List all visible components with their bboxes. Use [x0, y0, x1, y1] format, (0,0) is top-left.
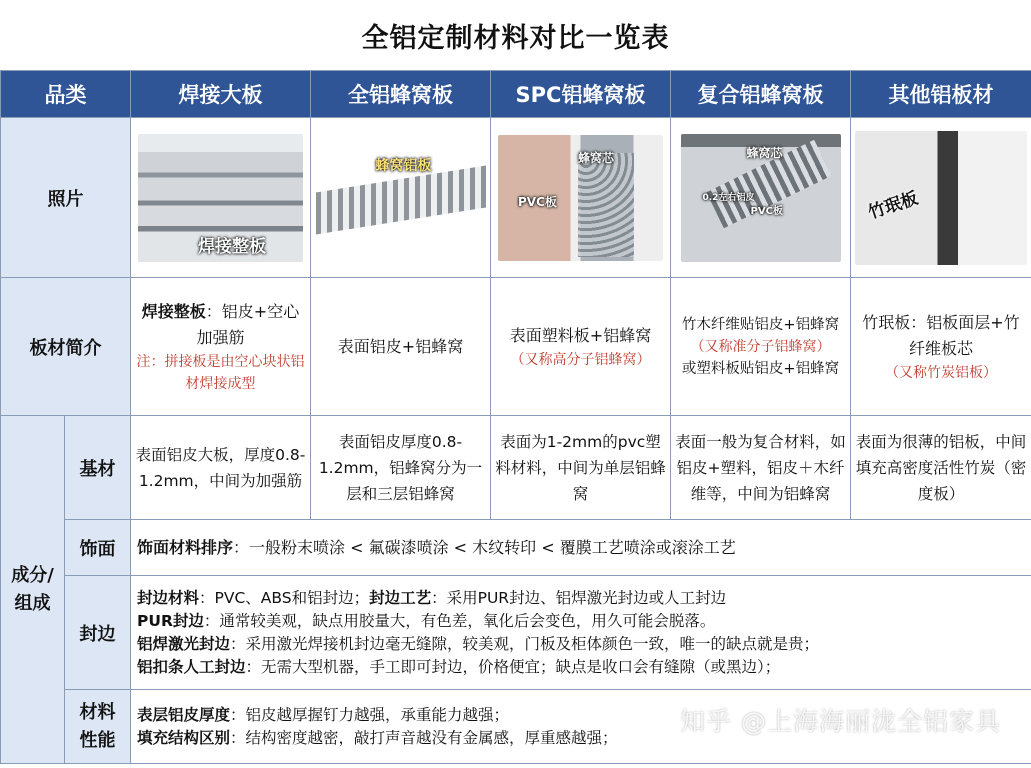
photo-tag: 0.2左右铝皮 [702, 192, 755, 203]
intro-spc-honeycomb [491, 278, 671, 416]
photo-tag: PVC板 [750, 205, 783, 217]
photo-tag: 焊接整板 [198, 236, 266, 257]
intro-welded-panel [131, 278, 311, 416]
page-title: 全铝定制材料对比一览表 [361, 22, 670, 54]
row-label-finish: 饰面 [65, 520, 131, 576]
photo-tag: PVC板 [518, 194, 557, 209]
finish-bold-term: 饰面材料排序 [137, 538, 234, 557]
photo-cell [131, 118, 311, 278]
performance-text: ：铝皮越厚握钉力越强，承重能力越强； [230, 705, 510, 724]
base-row [1, 416, 1031, 520]
honeycomb-panel-photo [316, 133, 486, 263]
finish-cell [131, 520, 1031, 576]
welded-panel-photo [138, 134, 303, 262]
composite-honeycomb-photo [681, 134, 841, 262]
photo-cell [311, 118, 491, 278]
photo-cell [671, 118, 851, 278]
header-welded-panel: 焊接大板 [131, 71, 311, 118]
performance-label-line: 材料 [79, 701, 116, 723]
base-spc-honeycomb: 表面为1-2mm的pvc塑料材料，中间为单层铝蜂窝 [491, 416, 671, 520]
photo-tag: 蜂窝铝板 [375, 157, 432, 174]
intro-text: 竹珉板：铝板面层+竹纤维板芯 [862, 312, 1020, 358]
base-other-aluminum: 表面为很薄的铝板，中间填充高密度活性竹炭（密度板） [851, 416, 1031, 520]
intro-note: （又称准分子铝蜂窝） [690, 338, 831, 355]
intro-composite-honeycomb [671, 278, 851, 416]
performance-text: ：结构密度越密，敲打声音越没有金属感，厚重感越强； [230, 728, 618, 747]
row-label-base: 基材 [65, 416, 131, 520]
finish-text: ：一般粉末喷涂 < 氟碳漆喷涂 < 木纹转印 < 覆膜工艺喷涂或滚涂工艺 [233, 538, 736, 557]
row-label-performance [65, 690, 131, 764]
photo-cell [851, 118, 1031, 278]
row-group-label-composition [1, 416, 65, 764]
edge-text: ：采用激光焊接机封边毫无缝隙，较美观，门板及柜体颜色一致，唯一的缺点就是贵； [230, 634, 820, 653]
intro-aluminum-honeycomb: 表面铝皮+铝蜂窝 [311, 278, 491, 416]
intro-text: 或塑料板贴铝皮+铝蜂窝 [681, 360, 840, 377]
header-aluminum-honeycomb: 全铝蜂窝板 [311, 71, 491, 118]
header-composite-honeycomb: 复合铝蜂窝板 [671, 71, 851, 118]
intro-note: （又称竹炭铝板） [885, 364, 997, 381]
edge-text: ：无需大型机器，手工即可封边，价格便宜；缺点是收口会有缝隙（或黑边）； [245, 657, 781, 676]
photo-tag: 蜂窝芯 [578, 150, 615, 165]
edge-text: ：PVC、ABS和铝封边； [199, 588, 370, 607]
row-label-photo: 照片 [1, 118, 131, 278]
intro-text: ：铝皮+空心加强筋 [196, 301, 300, 347]
spc-honeycomb-photo [498, 135, 663, 261]
watermark: 知乎 @上海海丽泷全铝家具 [680, 707, 1001, 736]
finish-row [1, 520, 1031, 576]
photo-tag: 蜂窝芯 [746, 145, 783, 160]
intro-note: 注：拼接板是由空心块状铝材焊接成型 [136, 353, 305, 392]
header-spc-honeycomb: SPC铝蜂窝板 [491, 71, 671, 118]
bamboo-panel-photo [855, 131, 1027, 265]
intro-note: （又称高分子铝蜂窝） [510, 351, 651, 368]
intro-row [1, 278, 1031, 416]
base-composite-honeycomb: 表面一般为复合材料，如铝皮+塑料，铝皮＋木纤维等，中间为铝蜂窝 [671, 416, 851, 520]
edge-cell [131, 576, 1031, 690]
edge-bold-term: 封边材料 [137, 588, 200, 607]
base-aluminum-honeycomb: 表面铝皮厚度0.8-1.2mm，铝蜂窝分为一层和三层铝蜂窝 [311, 416, 491, 520]
intro-other-aluminum [851, 278, 1031, 416]
edge-bold-term: 封边工艺 [369, 588, 432, 607]
performance-bold-term: 填充结构区别 [137, 728, 231, 747]
header-row [1, 71, 1031, 118]
row-label-edge: 封边 [65, 576, 131, 690]
intro-bold-term: 焊接整板 [141, 301, 206, 321]
group-label-text: 成分/组成 [11, 564, 54, 614]
row-label-intro: 板材简介 [1, 278, 131, 416]
edge-bold-term: 铝焊激光封边 [137, 634, 231, 653]
photo-row [1, 118, 1031, 278]
edge-bold-term: PUR封边 [137, 611, 204, 630]
edge-bold-term: 铝扣条人工封边 [137, 657, 246, 676]
photo-tag: 竹珉板 [865, 187, 921, 223]
header-other-aluminum: 其他铝板材 [851, 71, 1031, 118]
edge-row [1, 576, 1031, 690]
edge-text: ：采用PUR封边、铝焊激光封边或人工封边 [431, 588, 727, 607]
performance-bold-term: 表层铝皮厚度 [137, 705, 231, 724]
comparison-table [0, 70, 1031, 764]
base-welded-panel: 表面铝皮大板，厚度0.8-1.2mm，中间为加强筋 [131, 416, 311, 520]
intro-text: 表面塑料板+铝蜂窝 [509, 325, 652, 345]
header-category: 品类 [1, 71, 131, 118]
intro-text: 竹木纤维贴铝皮+铝蜂窝 [681, 316, 840, 333]
performance-label-line: 性能 [79, 729, 116, 751]
edge-text: ：通常较美观，缺点用胶量大，有色差，氧化后会变色，用久可能会脱落。 [203, 611, 716, 630]
photo-cell [491, 118, 671, 278]
